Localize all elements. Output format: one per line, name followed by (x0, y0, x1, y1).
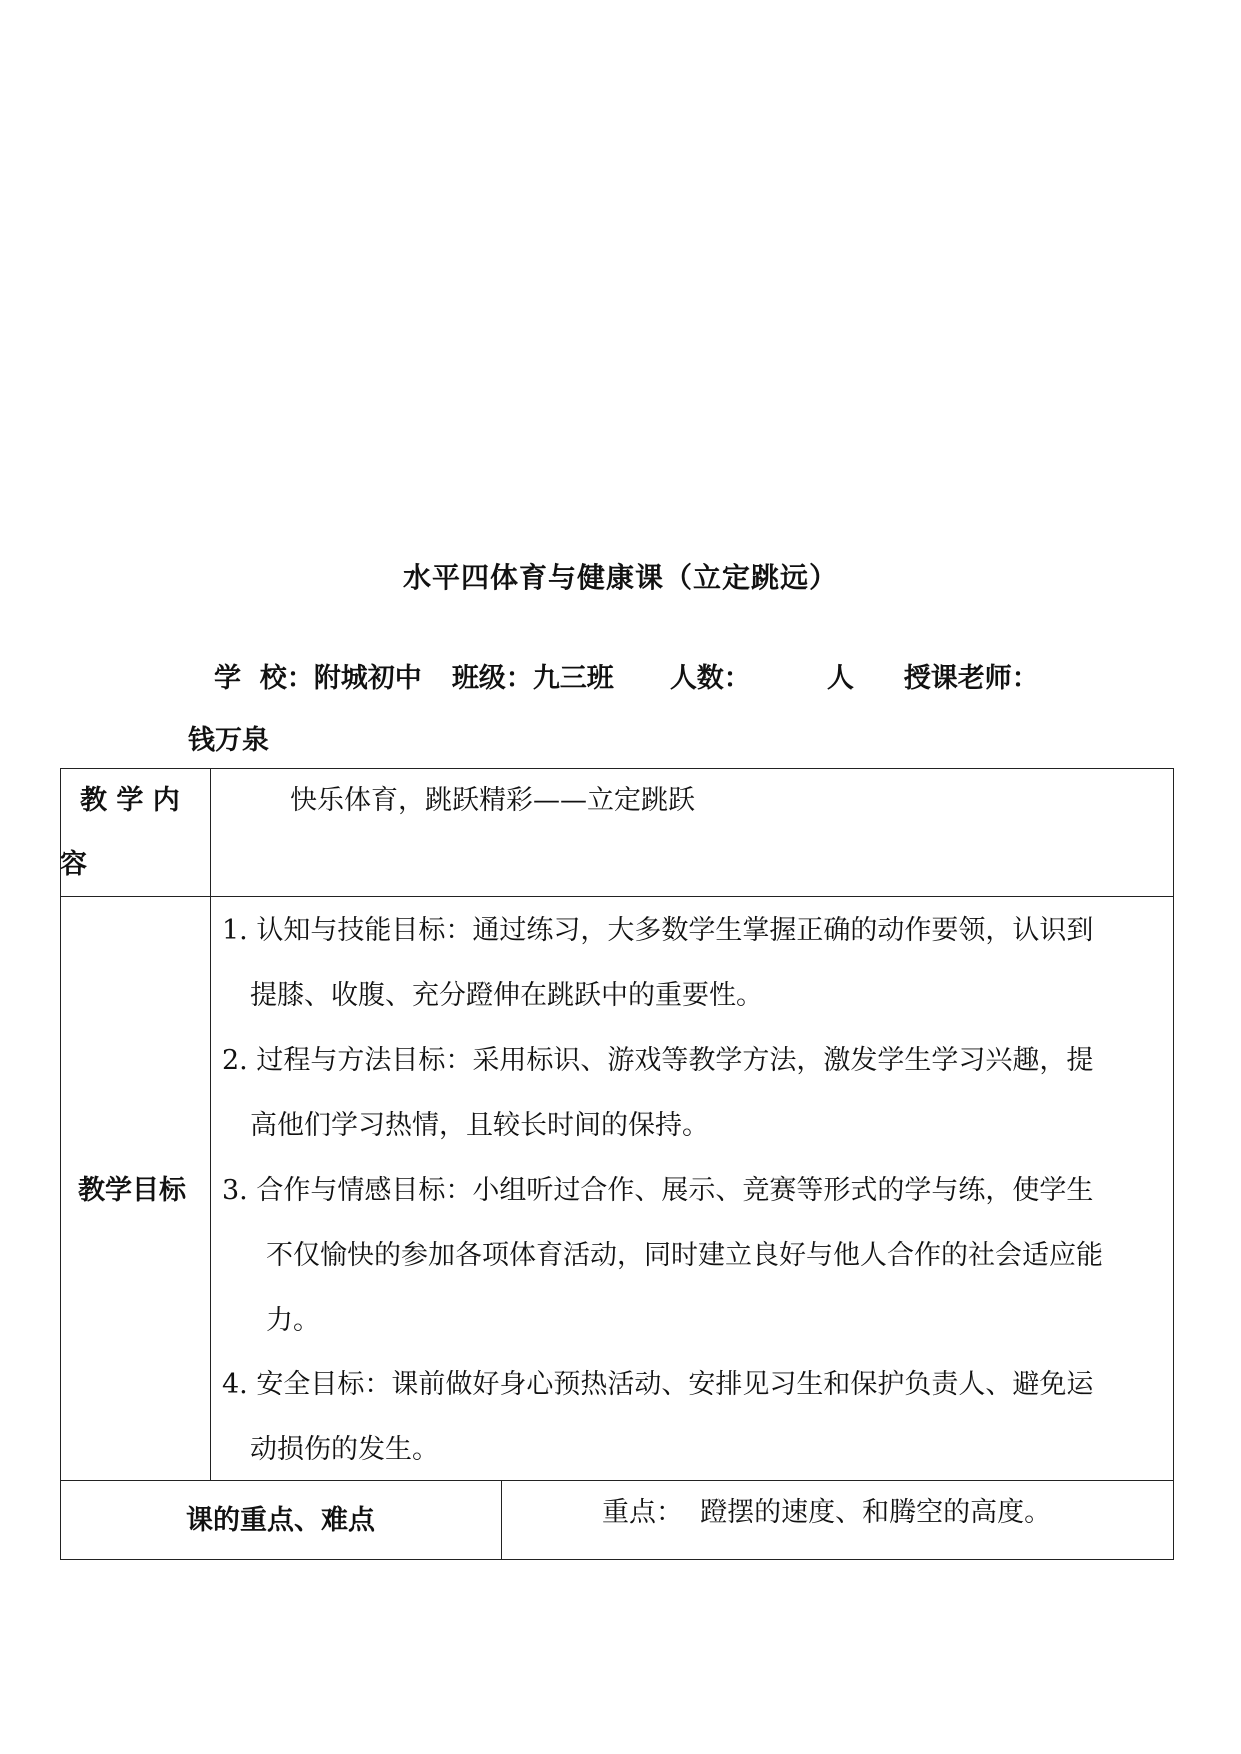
teacher-label: 授课老师： (903, 663, 1039, 694)
page-title: 水平四体育与健康课（立定跳远） (402, 561, 838, 594)
goal-line: 4. 安全目标：课前做好身心预热活动、安排见习生和保护负责人、避免运 (222, 1369, 1094, 1400)
goal-item (222, 1028, 1172, 1158)
goal-line: 不仅愉快的参加各项体育活动，同时建立良好与他人合作的社会适应能 (266, 1240, 1103, 1271)
content-value: 快乐体育，跳跃精彩——立定跳跃 (290, 785, 695, 816)
goal-line: 提膝、收腹、充分蹬伸在跳跃中的重要性。 (250, 980, 763, 1011)
goals-label: 教学目标 (78, 1175, 186, 1206)
class-value: 九三班 (532, 663, 614, 694)
focus-value: 重点： 蹬摆的速度、和腾空的高度。 (602, 1497, 1052, 1528)
goal-line: 2. 过程与方法目标：采用标识、游戏等教学方法，激发学生学习兴趣，提 (222, 1045, 1094, 1076)
goal-item (222, 1352, 1172, 1482)
goal-item (222, 898, 1172, 1028)
col-divider (501, 1480, 502, 1560)
col-divider (210, 768, 211, 1480)
goal-line: 3. 合作与情感目标：小组听过合作、展示、竞赛等形式的学与练，使学生 (222, 1175, 1094, 1206)
count-unit: 人 (826, 663, 854, 694)
goal-line: 动损伤的发生。 (250, 1434, 439, 1465)
focus-label: 课的重点、难点 (186, 1505, 375, 1536)
goal-line: 1. 认知与技能目标：通过练习，大多数学生掌握正确的动作要领，认识到 (222, 915, 1094, 946)
content-label-cont: 容 (60, 849, 87, 880)
class-label: 班级： (451, 663, 533, 694)
content-label (80, 768, 210, 833)
count-label: 人数： (669, 663, 751, 694)
goal-item (222, 1158, 1172, 1353)
teacher-name: 钱万泉 (188, 725, 269, 756)
school-value: 附城初中 (313, 663, 422, 694)
lesson-info-line (214, 656, 1039, 695)
row-divider (60, 896, 1174, 897)
goal-line: 高他们学习热情，且较长时间的保持。 (250, 1110, 709, 1141)
content-label-line1: 教 学 内 (80, 785, 180, 816)
school-label: 学 校： (214, 663, 314, 694)
goal-line: 力。 (266, 1305, 320, 1336)
